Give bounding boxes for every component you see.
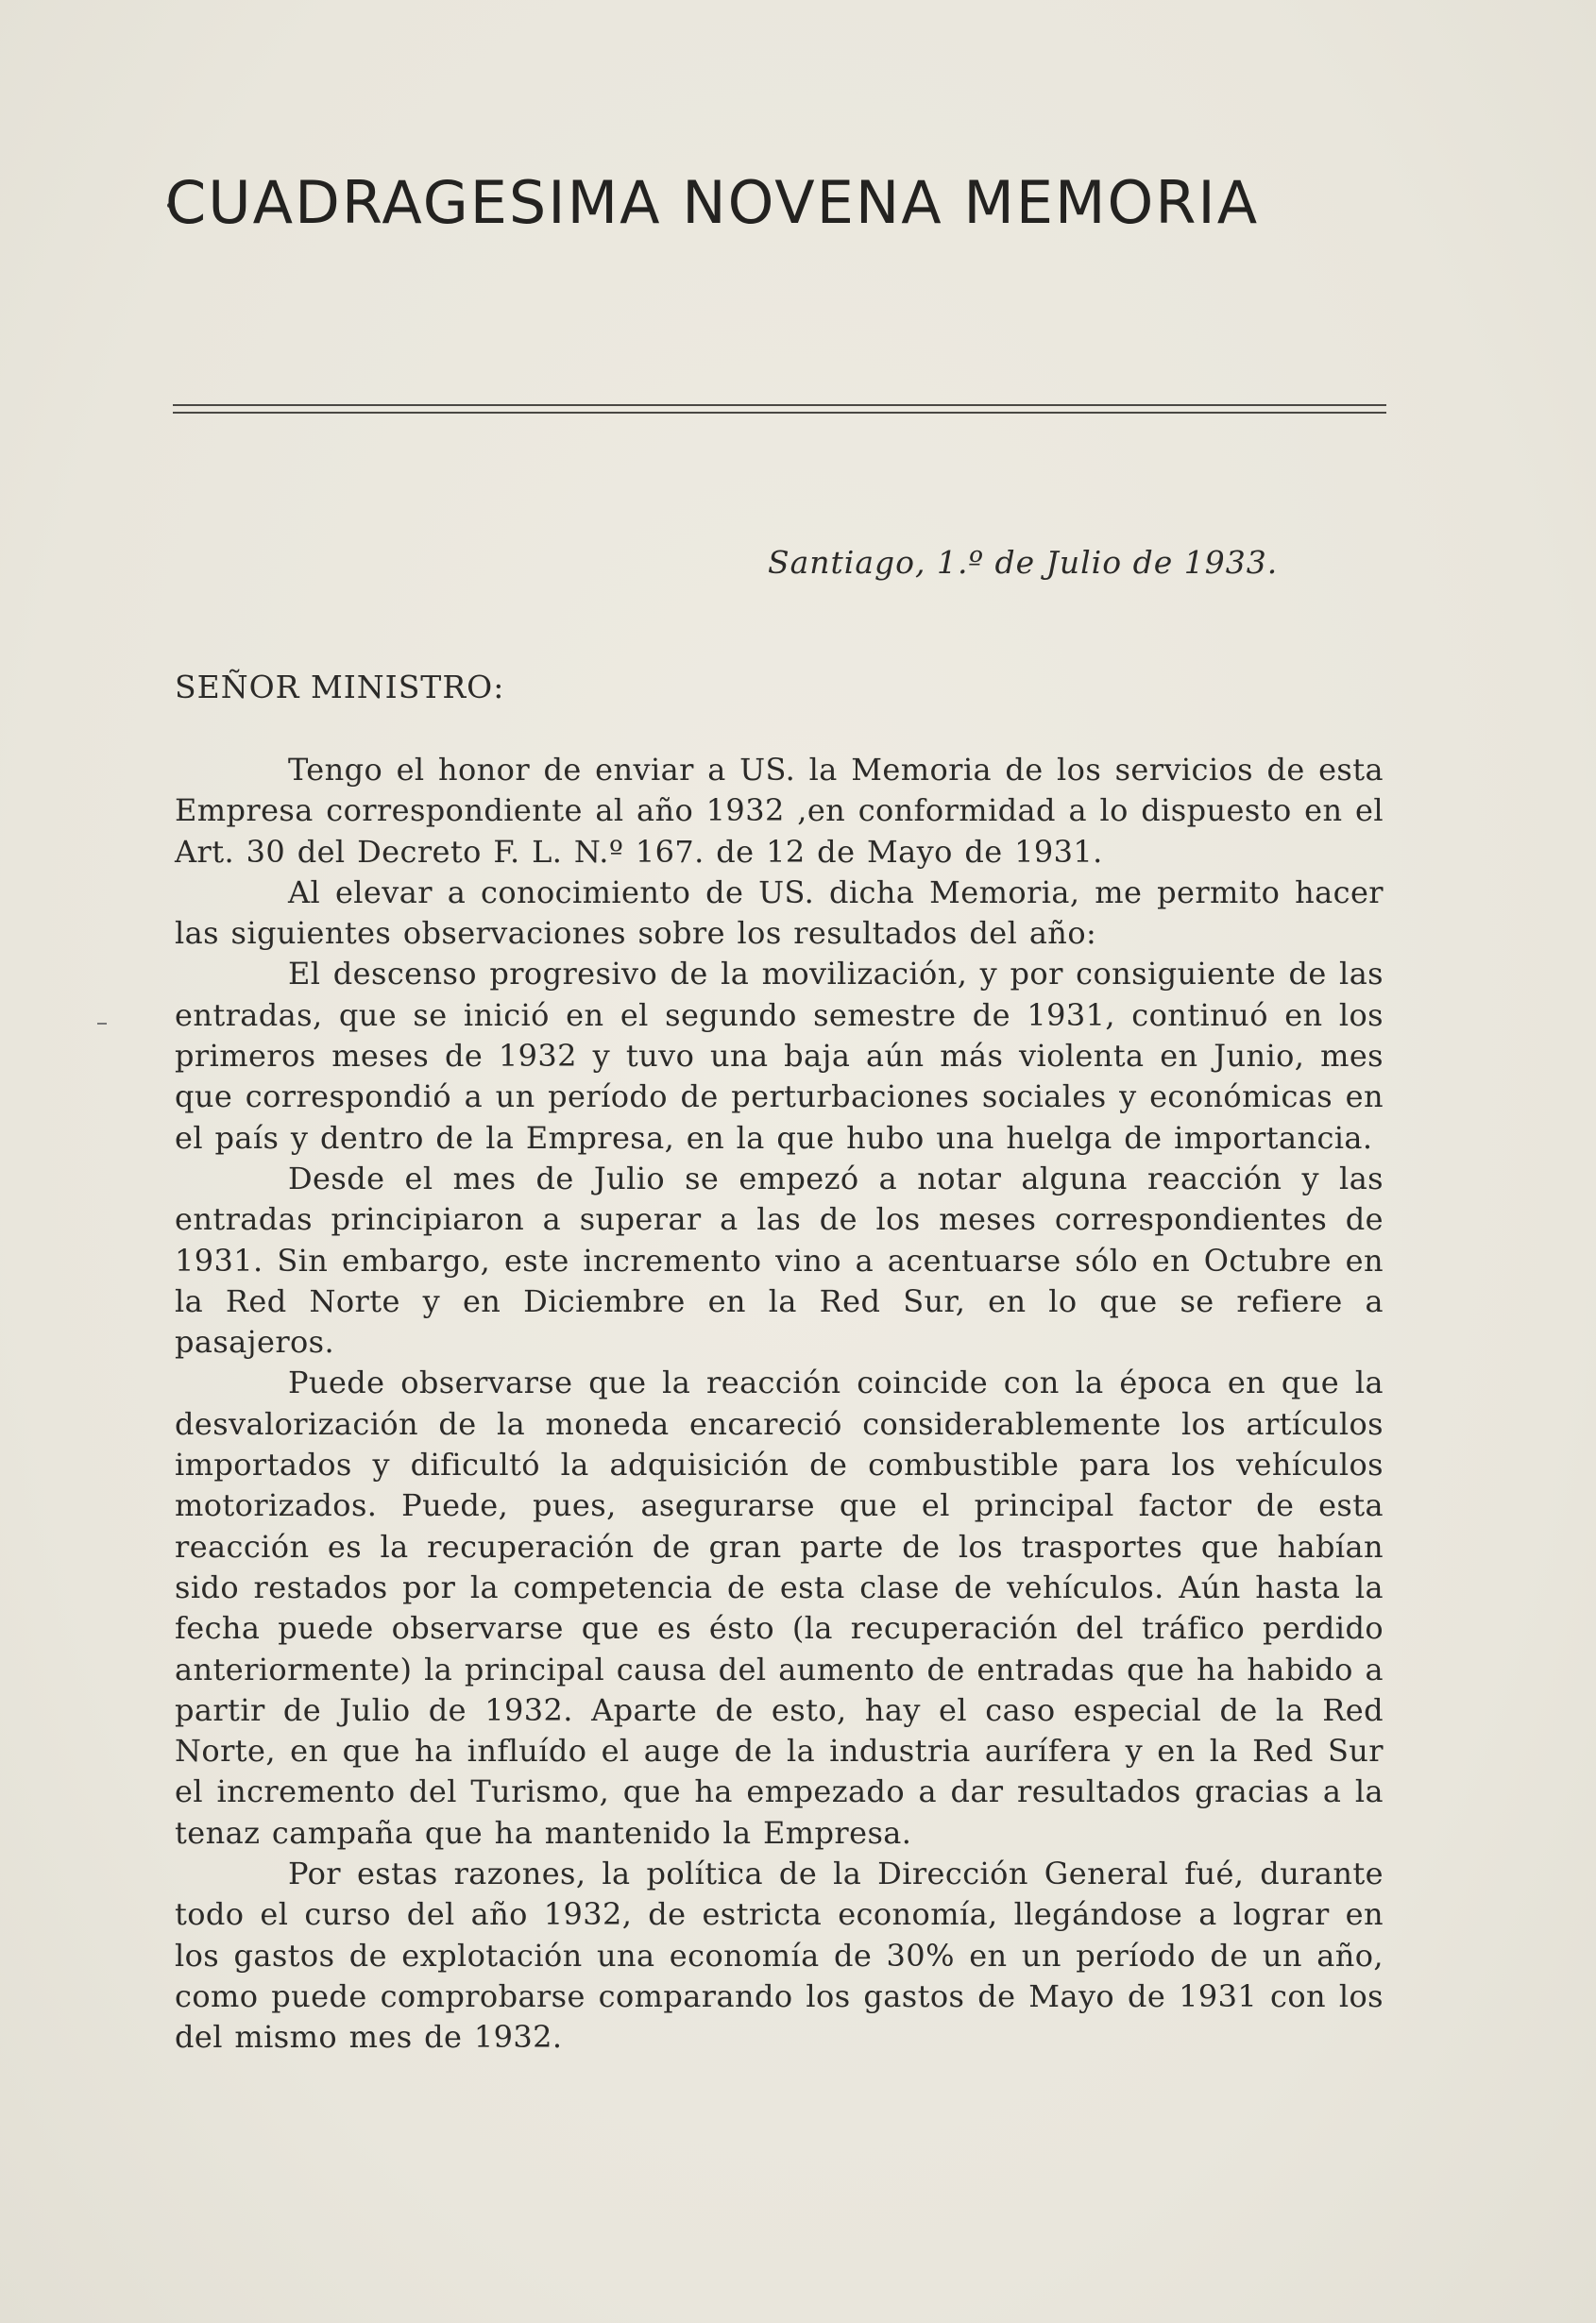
rule-line-bottom xyxy=(173,412,1386,414)
paragraph-4: Desde el mes de Julio se empezó a notar alguna reacción y las entradas principiaron a superar a las de los meses correspondientes de 1931. Sin embargo, este incremento vino a acentuarse sólo en Octubre en la Red Norte y en Diciembre en la Red Sur, en lo que se refiere a pasajeros. xyxy=(175,1160,1384,1361)
title-double-rule xyxy=(173,404,1386,415)
rule-line-top xyxy=(173,404,1386,406)
letter-body xyxy=(175,750,1384,2059)
paragraph-3: El descenso progresivo de la movilización, y por consiguiente de las entradas, que se inició en el segundo semestre de 1931, continuó en los primeros meses de 1932 y tuvo una baja aún más violenta en Junio, mes que correspondió a un período de perturbaciones sociales y económicas en el país y dentro de la Empresa, en la que hubo una huelga de importancia. xyxy=(175,956,1384,1156)
paragraph-6: Por estas razones, la política de la Dirección General fué, durante todo el curso del año 1932, de estricta economía, llegándose a lograr en los gastos de explotación una economía de 30% en un período de un año, como puede comprobarse comparando los gastos de Mayo de 1931 con los del mismo mes de 1932. xyxy=(175,1856,1384,2056)
margin-mark xyxy=(97,1023,107,1025)
document-title: CUADRAGESIMA NOVENA MEMORIA xyxy=(165,168,1260,237)
salutation: SEÑOR MINISTRO: xyxy=(175,669,505,705)
paragraph-5: Puede observarse que la reacción coincide con la época en que la desvalorización de la moneda encareció considerablemente los artículos importados y dificultó la adquisición de combustible para los vehículos motorizados. Puede, pues, asegurarse que el principal factor de esta reacción es la recuperación de gran parte de los trasportes que habían sido restados por la competencia de esta clase de vehículos. Aún hasta la fecha puede observarse que es ésto (la recuperación del tráfico perdido anteriormente) la principal causa del aumento de entradas que ha habido a partir de Julio de 1932. Aparte de esto, hay el caso especial de la Red Norte, en que ha influído el auge de la industria aurífera y en la Red Sur el incremento del Turismo, que ha empezado a dar resultados gracias a la tenaz campaña que ha mantenido la Empresa. xyxy=(175,1365,1384,1851)
paragraph-1: Tengo el honor de enviar a US. la Memoria de los servicios de esta Empresa correspondiente al año 1932 ,en conformidad a lo dispuesto en el Art. 30 del Decreto F. L. N.º 167. de 12 de Mayo de 1931. xyxy=(175,752,1384,870)
paragraph-2: Al elevar a conocimiento de US. dicha Memoria, me permito hacer las siguientes observaciones sobre los resultados del año: xyxy=(175,873,1384,952)
dateline: Santiago, 1.º de Julio de 1933. xyxy=(768,544,1279,581)
